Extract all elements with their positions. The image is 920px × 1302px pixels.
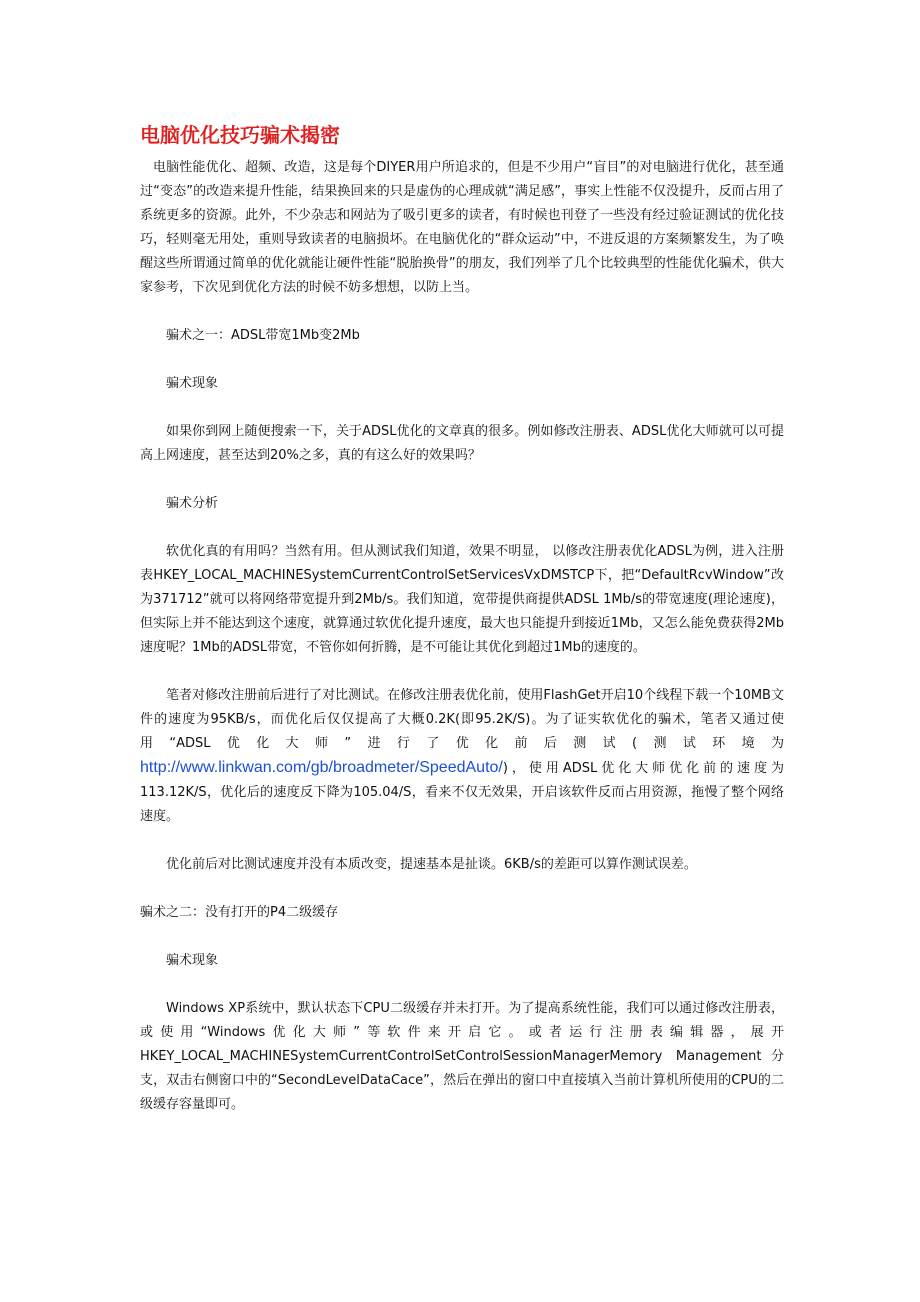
section-heading-1: 骗术之一：ADSL带宽1Mb变2Mb [166,328,360,343]
spacer [140,516,784,540]
document-page [140,120,784,1117]
section-1-paragraph-1: 如果你到网上随便搜索一下，关于ADSL优化的文章真的很多。例如修改注册表、ADSL优化大师就可以可提高上网速度，甚至达到20%之多，真的有这么好的效果吗？ [140,424,784,463]
section-1-paragraph-3 [140,684,784,829]
section-heading-2: 骗术之二：没有打开的P4二级缓存 [140,905,339,920]
spacer [140,973,784,997]
section-2-paragraph-1: Windows XP系统中，默认状态下CPU二级缓存并未打开。为了提高系统性能，我们可以通过修改注册表，或使用“Windows优化大师”等软件来开启它。或者运行注册表编辑器，展开HKEY_LOCAL_MACHINESystemCurrentControlSetControlSessionManagerMemory Management分支，双击右侧窗口中的“SecondLevelDataCace”，然后在弹出的窗口中直接填入当前计算机所使用的CPU的二级缓存容量即可。 [140,1001,784,1112]
speed-test-link[interactable]: http://www.linkwan.com/gb/broadmeter/SpeedAuto/ [140,759,503,776]
section-1-analysis-label: 骗术分析 [166,496,219,511]
spacer [140,396,784,420]
paragraph-3-text-after: )，使用ADSL优化大师优化前的速度为113.12K/S，优化后的速度反下降为105.04/S，看来不仅无效果，开启该软件反而占用资源，拖慢了整个网络速度。 [140,761,784,824]
spacer [140,925,784,949]
section-1-paragraph-4: 优化前后对比测试速度并没有本质改变，提速基本是扯谈。6KB/s的差距可以算作测试误差。 [166,857,697,872]
article-title: 电脑优化技巧骗术揭密 [140,123,340,147]
intro-paragraph: 电脑性能优化、超频、改造，这是每个DIYER用户所追求的，但是不少用户“盲目”的对电脑进行优化，甚至通过“变态”的改造来提升性能，结果换回来的只是虚伪的心理成就“满足感”，事实上性能不仅没提升，反而占用了系统更多的资源。此外，不少杂志和网站为了吸引更多的读者，有时候也刊登了一些没有经过验证测试的优化技巧，轻则毫无用处，重则导致读者的电脑损坏。在电脑优化的“群众运动”中，不进反退的方案频繁发生，为了唤醒这些所谓通过简单的优化就能让硬件性能“脱胎换骨”的朋友，我们列举了几个比较典型的性能优化骗术，供大家参考，下次见到优化方法的时候不妨多想想，以防上当。 [140,160,784,295]
section-1-paragraph-2: 软优化真的有用吗？当然有用。但从测试我们知道，效果不明显， 以修改注册表优化ADSL为例，进入注册表HKEY_LOCAL_MACHINESystemCurrentControlSetServicesVxDMSTCP下，把“DefaultRcvWindow”改为371712”就可以将网络带宽提升到2Mb/s。我们知道，宽带提供商提供ADSL 1Mb/s的带宽速度(理论速度)，但实际上并不能达到这个速度，就算通过软优化提升速度，最大也只能提升到接近1Mb，又怎么能免费获得2Mb速度呢？1Mb的ADSL带宽，不管你如何折腾，是不可能让其优化到超过1Mb的速度的。 [140,544,784,655]
spacer [140,829,784,853]
spacer [140,877,784,901]
section-2-phenomenon-label: 骗术现象 [166,953,219,968]
spacer [140,348,784,372]
spacer [140,468,784,492]
paragraph-3-text-before: 笔者对修改注册前后进行了对比测试。在修改注册表优化前，使用FlashGet开启10个线程下载一个10MB文件的速度为95KB/s，而优化后仅仅提高了大概0.2K(即95.2K/S)。为了证实软优化的骗术，笔者又通过使用“ADSL优化大师”进行了优化前后测试(测试环境为 [140,688,784,751]
spacer [140,300,784,324]
spacer [140,660,784,684]
section-1-phenomenon-label: 骗术现象 [166,376,219,391]
